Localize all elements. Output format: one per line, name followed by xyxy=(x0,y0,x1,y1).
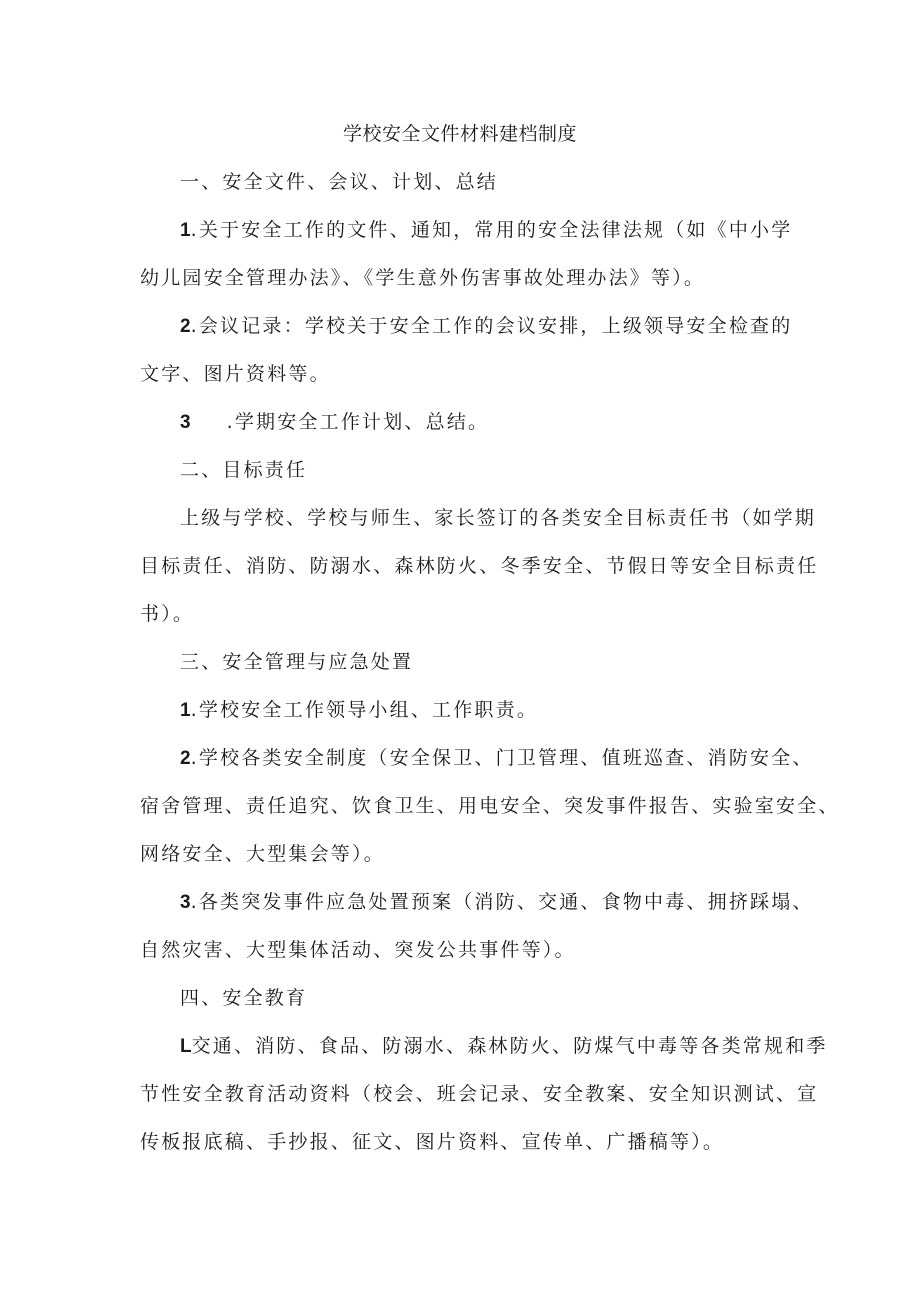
s3-item2-line3: 网络安全、大型集会等）。 xyxy=(140,843,385,865)
s3-item2-text: .学校各类安全制度（安全保卫、门卫管理、值班巡查、消防安全、 xyxy=(190,747,814,769)
s1-item2-text: .会议记录：学校关于安全工作的会议安排，上级领导安全检查的 xyxy=(190,315,793,337)
section-heading-3: 三、安全管理与应急处置 xyxy=(180,651,414,673)
s1-item1-number: 1 xyxy=(180,220,191,241)
section-heading-2: 二、目标责任 xyxy=(180,459,308,481)
s1-item1-line2: 幼儿园安全管理办法》、《学生意外伤害事故处理办法》等）。 xyxy=(140,267,706,289)
document-title: 学校安全文件材料建档制度 xyxy=(342,123,577,145)
s1-item2-line1 xyxy=(180,312,792,341)
s3-item3-text: .各类突发事件应急处置预案（消防、交通、食物中毒、拥挤踩塌、 xyxy=(190,891,814,913)
s1-item3-number: 3 xyxy=(180,412,191,433)
s1-item1-text: .关于安全工作的文件、通知，常用的安全法律法规（如《中小学 xyxy=(190,219,793,241)
s3-item1-number: 1 xyxy=(180,700,191,721)
s3-item2-line2: 宿舍管理、责任追究、饮食卫生、用电安全、突发事件报告、实验室安全、 xyxy=(140,795,840,817)
s1-item2-number: 2 xyxy=(180,316,191,337)
s3-item1-text: .学校安全工作领导小组、工作职责。 xyxy=(190,699,539,721)
s3-item3-number: 3 xyxy=(180,892,191,913)
s3-item2-line1 xyxy=(180,744,814,773)
section-heading-4: 四、安全教育 xyxy=(180,987,308,1009)
s2-para-line2: 目标责任、消防、防溺水、森林防火、冬季安全、节假日等安全目标责任 xyxy=(140,555,819,577)
s4-para-lead: L xyxy=(180,1036,192,1057)
s1-item3-text: .学期安全工作计划、总结。 xyxy=(226,411,490,433)
s2-para-line1: 上级与学校、学校与师生、家长签订的各类安全目标责任书（如学期 xyxy=(180,507,817,529)
s3-item3-line2: 自然灾害、大型集体活动、突发公共事件等）。 xyxy=(140,939,576,961)
s1-item2-line2: 文字、图片资料等。 xyxy=(140,363,331,385)
s4-para-line1 xyxy=(180,1032,828,1061)
s4-para-line3: 传板报底稿、手抄报、征文、图片资料、宣传单、广播稿等）。 xyxy=(140,1131,725,1153)
s1-item3-line1 xyxy=(180,408,489,437)
s1-item1-line1 xyxy=(180,216,792,245)
s3-item3-line1 xyxy=(180,888,814,917)
s2-para-line3: 书）。 xyxy=(140,603,195,625)
s3-item1-line1 xyxy=(180,696,538,725)
section-heading-1: 一、安全文件、会议、计划、总结 xyxy=(180,171,499,193)
s4-para-text: 交通、消防、食品、防溺水、森林防火、防煤气中毒等各类常规和季 xyxy=(191,1035,828,1057)
s4-para-line2: 节性安全教育活动资料（校会、班会记录、安全教案、安全知识测试、宣 xyxy=(140,1083,819,1105)
s3-item2-number: 2 xyxy=(180,748,191,769)
